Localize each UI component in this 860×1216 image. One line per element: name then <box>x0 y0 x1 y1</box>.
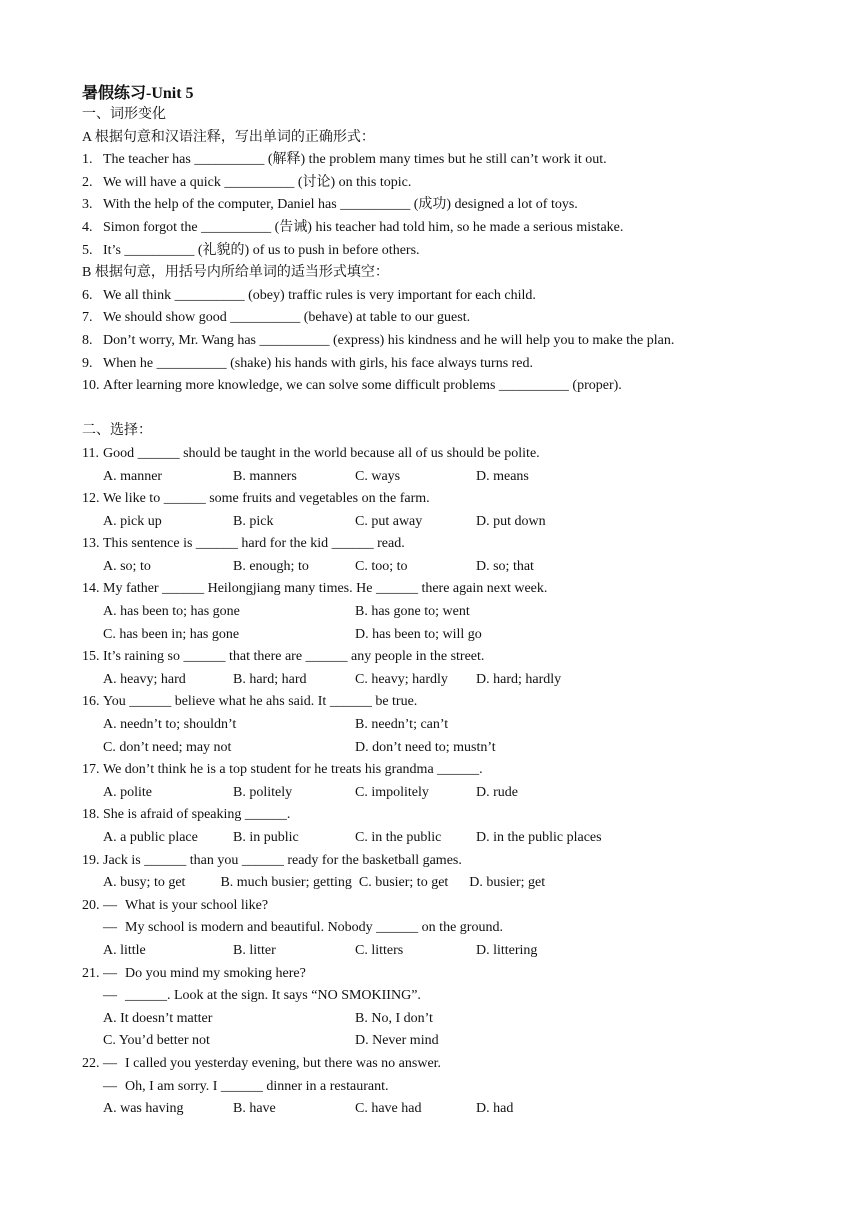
option-c: C. put away <box>355 513 423 529</box>
question-text: You ______ believe what he ahs said. It ______ be true. <box>103 694 418 710</box>
question-text: She is afraid of speaking ______. <box>103 807 291 823</box>
question-number: 16. <box>82 694 100 710</box>
options-14-row1 <box>82 601 782 624</box>
question-number: 17. <box>82 762 100 778</box>
option-d: D. had <box>476 1101 514 1117</box>
worksheet-title: 暑假练习-Unit 5 <box>82 85 194 102</box>
options-21-row2 <box>82 1030 782 1053</box>
option-b: B. enough; to <box>233 558 309 574</box>
dialogue-reply-21 <box>82 985 782 1008</box>
question-12 <box>82 488 782 511</box>
question-text: When he __________ (shake) his hands with girls, his face always turns red. <box>103 355 534 371</box>
option-a: A. needn’t to; shouldn’t <box>103 717 237 733</box>
section-b-instruction: B 根据句意，用括号内所给单词的适当形式填空： <box>82 265 389 281</box>
question-number: 5. <box>82 242 93 258</box>
option-a: A. polite <box>103 784 152 800</box>
question-6 <box>82 285 782 308</box>
question-9 <box>82 353 782 376</box>
option-a: A. was having <box>103 1101 184 1117</box>
dialogue-line-1: I called you yesterday evening, but there was no answer. <box>125 1055 442 1071</box>
option-c: C. in the public <box>355 830 442 845</box>
options-13 <box>82 556 782 579</box>
question-11 <box>82 443 782 466</box>
question-15 <box>82 646 782 669</box>
question-number: 13. <box>82 536 100 552</box>
option-d: D. so; that <box>476 558 534 574</box>
option-c: C. ways <box>355 468 401 484</box>
option-b: B. No, I don’t <box>355 1010 433 1026</box>
question-5 <box>82 240 782 263</box>
question-number: 9. <box>82 355 93 371</box>
options-19: A. busy; to get B. much busier; getting C. busier; to get D. busier; get <box>103 875 546 891</box>
dialogue-line-2: My school is modern and beautiful. Nobody ______ on the ground. <box>125 920 503 936</box>
dialogue-reply-20 <box>82 917 782 940</box>
question-number: 22. <box>82 1055 100 1071</box>
part1-heading: 一、词形变化 <box>82 107 166 122</box>
question-text: We all think __________ (obey) traffic rules is very important for each child. <box>103 287 536 303</box>
dialogue-dash: — <box>103 965 117 981</box>
question-text: My father ______ Heilongjiang many times. He ______ there again next week. <box>103 581 548 597</box>
question-text: After learning more knowledge, we can solve some difficult problems __________ (proper). <box>103 378 622 394</box>
question-1 <box>82 149 782 172</box>
question-number: 2. <box>82 174 93 190</box>
options-16-row2 <box>82 737 782 760</box>
question-number: 10. <box>82 378 100 394</box>
option-c: C. have had <box>355 1101 422 1117</box>
worksheet <box>82 84 782 1121</box>
option-a: A. It doesn’t matter <box>103 1010 213 1026</box>
option-a: A. little <box>103 942 146 958</box>
option-b: B. politely <box>233 784 293 800</box>
question-22 <box>82 1053 782 1076</box>
question-7 <box>82 307 782 330</box>
option-d: D. in the public places <box>476 830 602 845</box>
question-8 <box>82 330 782 353</box>
option-c: C. litters <box>355 942 404 958</box>
question-number: 19. <box>82 852 100 868</box>
question-13 <box>82 533 782 556</box>
section-gap <box>82 398 782 421</box>
option-b: B. litter <box>233 942 276 958</box>
dialogue-line-2: ______. Look at the sign. It says “NO SMOKIING”. <box>125 988 421 1004</box>
options-22 <box>82 1098 782 1121</box>
option-a: A. a public place <box>103 830 198 845</box>
dialogue-line-1: Do you mind my smoking here? <box>125 965 306 981</box>
option-d: D. littering <box>476 942 538 958</box>
option-b: B. needn’t; can’t <box>355 717 449 733</box>
question-16 <box>82 691 782 714</box>
options-15 <box>82 669 782 692</box>
options-16-row1 <box>82 714 782 737</box>
dialogue-line-2: Oh, I am sorry. I ______ dinner in a restaurant. <box>125 1078 389 1094</box>
question-text: Good ______ should be taught in the world because all of us should be polite. <box>103 445 540 461</box>
option-c: C. impolitely <box>355 784 429 800</box>
question-text: We should show good __________ (behave) at table to our guest. <box>103 310 471 326</box>
question-10 <box>82 375 782 398</box>
question-number: 12. <box>82 491 100 507</box>
option-b: B. in public <box>233 830 299 845</box>
option-d: D. means <box>476 468 529 484</box>
option-d: D. Never mind <box>355 1033 439 1049</box>
question-18 <box>82 804 782 827</box>
dialogue-dash: — <box>103 1078 117 1094</box>
dialogue-reply-22 <box>82 1076 782 1099</box>
question-number: 6. <box>82 287 93 303</box>
option-c: C. don’t need; may not <box>103 739 232 755</box>
option-c: C. heavy; hardly <box>355 671 448 687</box>
question-4 <box>82 217 782 240</box>
question-text: We don’t think he is a top student for he treats his grandma ______. <box>103 762 483 778</box>
question-14 <box>82 578 782 601</box>
question-number: 15. <box>82 649 100 665</box>
question-19 <box>82 850 782 873</box>
question-20 <box>82 895 782 918</box>
dialogue-dash: — <box>103 988 117 1004</box>
question-text: We will have a quick __________ (讨论) on this topic. <box>103 174 412 190</box>
options-21-row1 <box>82 1008 782 1031</box>
option-d: D. don’t need to; mustn’t <box>355 739 496 755</box>
question-3 <box>82 194 782 217</box>
option-b: B. have <box>233 1101 276 1117</box>
question-21 <box>82 963 782 986</box>
question-number: 11. <box>82 445 99 461</box>
dialogue-dash: — <box>103 897 117 913</box>
options-14-row2 <box>82 624 782 647</box>
options-12 <box>82 511 782 534</box>
question-text: This sentence is ______ hard for the kid ______ read. <box>103 536 405 552</box>
question-number: 3. <box>82 197 93 213</box>
question-number: 18. <box>82 807 100 823</box>
dialogue-dash: — <box>103 920 117 936</box>
option-b: B. manners <box>233 468 297 484</box>
option-a: A. pick up <box>103 513 162 529</box>
option-a: A. heavy; hard <box>103 671 186 687</box>
question-text: We like to ______ some fruits and vegetables on the farm. <box>103 491 430 507</box>
question-text: Jack is ______ than you ______ ready for the basketball games. <box>103 852 462 868</box>
options-20 <box>82 940 782 963</box>
question-text: The teacher has __________ (解释) the problem many times but he still can’t work it out. <box>103 152 607 168</box>
question-text: Don’t worry, Mr. Wang has __________ (express) his kindness and he will help you to make the plan. <box>103 332 675 348</box>
option-a: A. manner <box>103 468 163 484</box>
question-text: With the help of the computer, Daniel has __________ (成功) designed a lot of toys. <box>103 197 578 213</box>
option-c: C. You’d better not <box>103 1033 210 1049</box>
question-number: 4. <box>82 219 93 235</box>
question-2 <box>82 172 782 195</box>
question-number: 21. <box>82 965 100 981</box>
question-number: 1. <box>82 152 93 168</box>
question-number: 8. <box>82 332 93 348</box>
option-c: C. has been in; has gone <box>103 626 240 642</box>
question-number: 20. <box>82 897 100 913</box>
option-a: A. so; to <box>103 558 151 574</box>
options-17 <box>82 782 782 805</box>
dialogue-line-1: What is your school like? <box>125 897 269 913</box>
option-d: D. hard; hardly <box>476 671 562 687</box>
question-number: 14. <box>82 581 100 597</box>
option-b: B. hard; hard <box>233 671 307 687</box>
dialogue-dash: — <box>103 1055 117 1071</box>
question-text: Simon forgot the __________ (告诫) his teacher had told him, so he made a serious mistake. <box>103 219 624 235</box>
options-18 <box>82 827 782 850</box>
question-text: It’s __________ (礼貌的) of us to push in before others. <box>103 242 420 258</box>
option-b: B. has gone to; went <box>355 604 470 620</box>
section-a-instruction: A 根据句意和汉语注释，写出单词的正确形式： <box>82 129 375 145</box>
part2-heading: 二、选择： <box>82 423 152 439</box>
question-number: 7. <box>82 310 93 326</box>
option-d: D. has been to; will go <box>355 626 482 642</box>
option-b: B. pick <box>233 513 274 529</box>
option-c: C. too; to <box>355 558 408 574</box>
option-d: D. put down <box>476 513 546 529</box>
question-text: It’s raining so ______ that there are ______ any people in the street. <box>103 649 485 665</box>
option-a: A. has been to; has gone <box>103 604 240 620</box>
question-17 <box>82 759 782 782</box>
options-11 <box>82 466 782 489</box>
option-d: D. rude <box>476 784 518 800</box>
